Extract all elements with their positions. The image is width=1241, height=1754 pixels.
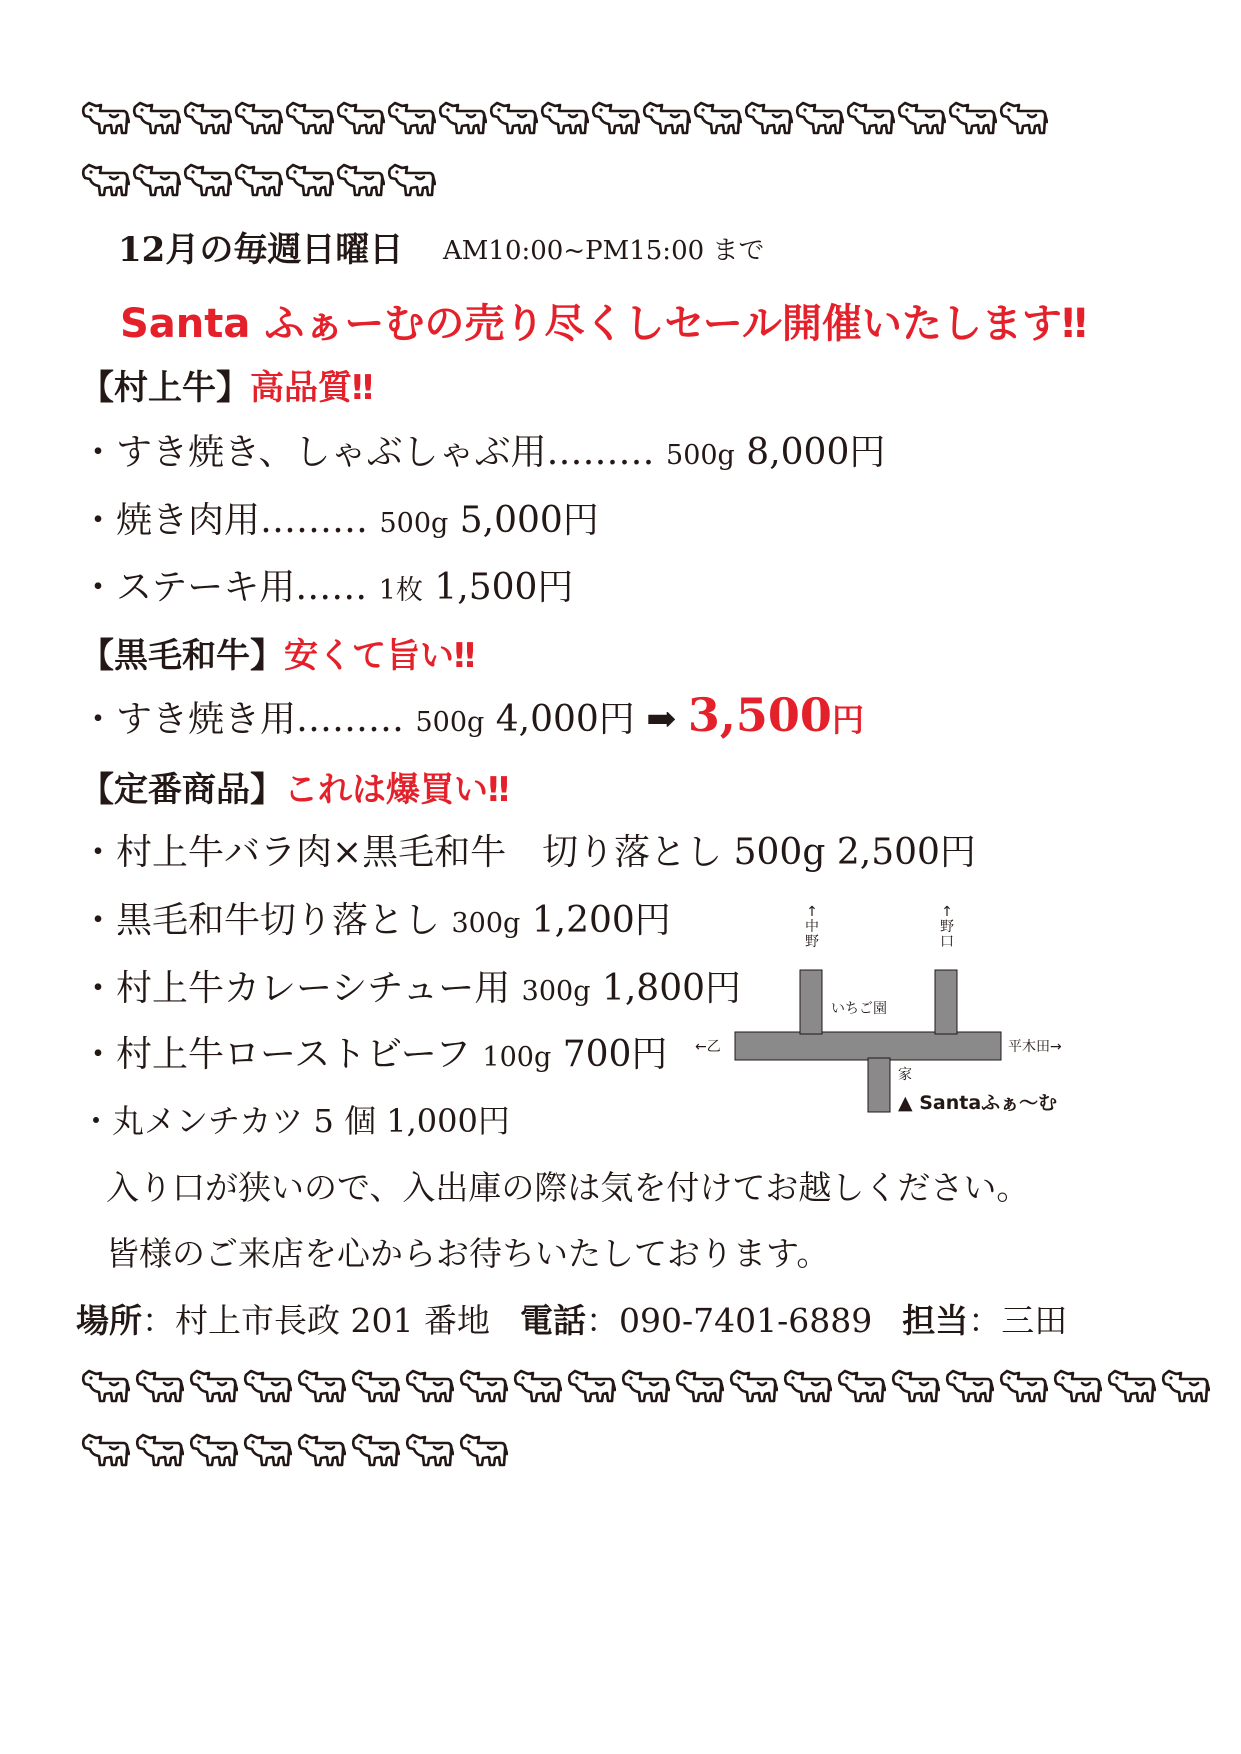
item-qty: 500g (379, 508, 449, 539)
cow-icon (794, 98, 844, 138)
cow-icon (620, 1366, 670, 1406)
cow-icon (386, 160, 436, 200)
cow-icon (998, 1366, 1048, 1406)
road-to-house (868, 1058, 890, 1112)
section-label: 【定番商品】 (80, 770, 284, 810)
menu-item (80, 559, 573, 610)
cow-icon (947, 98, 997, 138)
cow-icon (386, 98, 436, 138)
footer-contact (76, 1295, 1067, 1342)
date-line: 12月の毎週日曜日 (118, 230, 404, 270)
place-label: 場所 (76, 1301, 142, 1340)
item-name: ・村上牛カレーシチュー用 (80, 968, 511, 1009)
cow-icon (782, 1366, 832, 1406)
cow-icon (488, 98, 538, 138)
label-otsu: ←乙 (695, 1039, 721, 1055)
item-name: ・すき焼き用……… (80, 699, 405, 740)
cow-icon (233, 160, 283, 200)
cow-icon (134, 1366, 184, 1406)
label-ichigo-garden: いちご園 (831, 1001, 887, 1017)
section-label: 【黒毛和牛】 (80, 636, 284, 676)
cow-icon (131, 160, 181, 200)
item-qty: 1枚 (378, 575, 423, 606)
section-title-standard (80, 762, 509, 811)
item-price: 700円 (562, 1034, 668, 1075)
menu-item (80, 1096, 510, 1142)
contact-value: ：三田 (968, 1301, 1068, 1340)
cow-icon (404, 1366, 454, 1406)
cow-icon (80, 1366, 130, 1406)
cow-icon (1160, 1366, 1210, 1406)
contact-label: 担当 (902, 1301, 969, 1340)
cow-icon (998, 98, 1048, 138)
cow-icon (284, 160, 334, 200)
cow-icon (80, 160, 130, 200)
cow-icon (284, 98, 334, 138)
cow-icon (539, 98, 589, 138)
note-welcome: 皆様のご来店を心からお待ちいたしております。 (106, 1234, 830, 1273)
item-name: ・丸メンチカツ 5 個 (80, 1102, 377, 1140)
road-map (690, 900, 1090, 1120)
hours: AM10:00~PM15:00 まで (443, 236, 765, 266)
item-qty: 100g (482, 1042, 552, 1073)
menu-item-sale (80, 688, 864, 742)
item-qty: 500g (733, 832, 826, 873)
item-qty: 300g (521, 976, 591, 1007)
item-price: 1,500円 (434, 567, 574, 608)
access-map (690, 900, 1090, 1120)
cow-icon (836, 1366, 886, 1406)
cow-icon (242, 1430, 292, 1470)
menu-item (80, 1026, 667, 1077)
road-to-noguchi (935, 970, 957, 1034)
item-price: 2,500円 (836, 832, 976, 873)
sale-price: 3,500 (687, 688, 832, 742)
cow-icon (1052, 1366, 1102, 1406)
item-qty: 300g (451, 908, 521, 939)
item-name: ・村上牛ローストビーフ (80, 1034, 471, 1075)
cow-icon (296, 1430, 346, 1470)
cow-icon (80, 1430, 130, 1470)
item-name: ・ステーキ用…… (80, 567, 368, 608)
phone-value: ：090-7401-6889 (585, 1301, 873, 1340)
section-tagline: これは爆買い‼ (284, 770, 510, 810)
menu-item (80, 424, 885, 475)
item-name: ・すき焼き、しゃぶしゃぶ用……… (80, 432, 655, 473)
item-price: 5,000円 (459, 500, 599, 541)
cow-icon (134, 1430, 184, 1470)
cow-border-top-row-2 (80, 160, 436, 200)
cow-icon (296, 1366, 346, 1406)
phone-label: 電話 (519, 1301, 586, 1340)
cow-icon (728, 1366, 778, 1406)
cow-icon (404, 1430, 454, 1470)
item-price: 8,000円 (746, 432, 886, 473)
cow-icon (1106, 1366, 1156, 1406)
road-to-nakano (800, 970, 822, 1034)
section-title-murakami (80, 360, 373, 409)
place-value: ：村上市長政 201 番地 (142, 1301, 490, 1340)
label-hirakida: 平木田→ (1008, 1039, 1062, 1055)
cow-icon (182, 98, 232, 138)
cow-icon (890, 1366, 940, 1406)
cow-border-bottom-row-2 (80, 1430, 508, 1470)
section-tagline: 高品質‼ (250, 368, 374, 408)
cow-icon (674, 1366, 724, 1406)
item-name: ・焼き肉用……… (80, 500, 369, 541)
arrow-right-icon: ➡ (646, 699, 677, 740)
label-nakano: ↑中野 (805, 904, 819, 950)
item-name: ・黒毛和牛切り落とし (80, 900, 441, 941)
section-label: 【村上牛】 (80, 368, 250, 408)
label-santa-farm: ▲ Santaふぁ～む (898, 1092, 1058, 1114)
cow-icon (566, 1366, 616, 1406)
cow-icon (641, 98, 691, 138)
cow-icon (131, 98, 181, 138)
menu-item (80, 960, 741, 1011)
cow-icon (188, 1366, 238, 1406)
cow-icon (242, 1366, 292, 1406)
section-tagline: 安くて旨い‼ (284, 636, 476, 676)
main-road (735, 1032, 1001, 1060)
cow-icon (188, 1430, 238, 1470)
sale-headline: Santa ふぁーむの売り尽くしセール開催いたします‼ (120, 301, 1087, 347)
cow-icon (896, 98, 946, 138)
item-name: ・村上牛バラ肉×黒毛和牛 切り落とし (80, 832, 723, 873)
item-qty: 500g (666, 440, 735, 471)
cow-icon (458, 1366, 508, 1406)
menu-item (80, 492, 599, 543)
label-noguchi: ↑野口 (940, 904, 954, 950)
cow-border-top-row-1 (80, 98, 1048, 138)
cow-icon (335, 160, 385, 200)
cow-icon (512, 1366, 562, 1406)
note-entrance: 入り口が狭いので、入出庫の際は気を付けてお越しください。 (106, 1168, 1030, 1207)
cow-icon (590, 98, 640, 138)
cow-icon (335, 98, 385, 138)
item-old-price: 4,000円 (495, 699, 635, 740)
cow-icon (182, 160, 232, 200)
cow-icon (350, 1430, 400, 1470)
cow-icon (350, 1366, 400, 1406)
sale-price-unit: 円 (831, 701, 864, 739)
item-qty: 500g (415, 707, 485, 738)
cow-icon (233, 98, 283, 138)
label-house: 家 (898, 1067, 912, 1083)
cow-icon (458, 1430, 508, 1470)
menu-item (80, 892, 671, 943)
menu-item (80, 824, 976, 875)
item-price: 1,800円 (601, 968, 741, 1009)
item-price: 1,000円 (386, 1102, 510, 1140)
cow-icon (692, 98, 742, 138)
cow-icon (743, 98, 793, 138)
cow-icon (80, 98, 130, 138)
item-price: 1,200円 (531, 900, 671, 941)
cow-icon (944, 1366, 994, 1406)
cow-border-bottom-row-1 (80, 1366, 1210, 1406)
cow-icon (437, 98, 487, 138)
section-title-kuroge (80, 628, 475, 677)
cow-icon (845, 98, 895, 138)
